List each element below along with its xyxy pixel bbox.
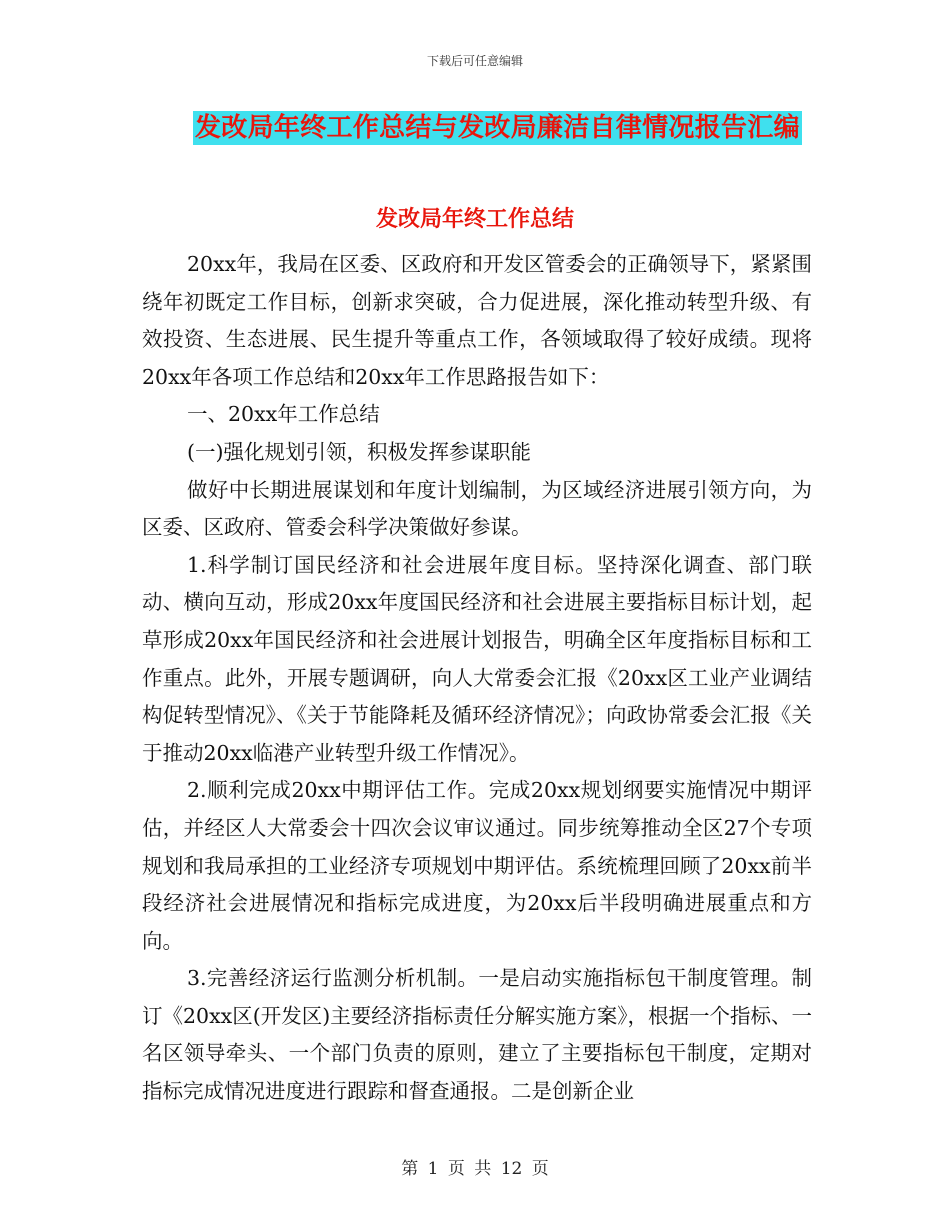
paragraph-planning: 做好中长期进展谋划和年度计划编制，为区域经济进展引领方向，为区委、区政府、管委会科学决策做好参谋。 <box>142 477 812 540</box>
document-title: 发改局年终工作总结与发改局廉洁自律情况报告汇编 <box>195 113 800 143</box>
heading-subsection-1: (一)强化规划引领，积极发挥参谋职能 <box>187 439 531 464</box>
page-footer: 第 1 页 共 12 页 <box>401 1159 549 1179</box>
paragraph-item-1: 1.科学制订国民经济和社会进展年度目标。坚持深化调查、部门联动、横向互动，形成20xx年度国民经济和社会进展主要指标目标计划，起草形成20xx年国民经济和社会进展计划报告，明确全区年度指标目标和工作重点。此外，开展专题调研，向人大常委会汇报《20xx区工业产业调结构促转型情况》、《关于节能降耗及循环经济情况》；向政协常委会汇报《关于推动20xx临港产业转型升级工作情况》。 <box>142 552 812 765</box>
header-note: 下载后可任意编辑 <box>426 54 523 68</box>
heading-section-1: 一、20xx年工作总结 <box>187 402 380 427</box>
body-text <box>142 246 812 1111</box>
paragraph-item-3: 3.完善经济运行监测分析机制。一是启动实施指标包干制度管理。制订《20xx区(开发区)主要经济指标责任分解实施方案》，根据一个指标、一名区领导牵头、一个部门负责的原则，建立了主要指标包干制度，定期对指标完成情况进度进行跟踪和督查通报。二是创新企业 <box>142 966 812 1104</box>
paragraph-item-2: 2.顺利完成20xx中期评估工作。完成20xx规划纲要实施情况中期评估，并经区人大常委会十四次会议审议通过。同步统筹推动全区27个专项规划和我局承担的工业经济专项规划中期评估。系统梳理回顾了20xx前半段经济社会进展情况和指标完成进度，为20xx后半段明确进展重点和方向。 <box>142 778 812 953</box>
paragraph-intro: 20xx年，我局在区委、区政府和开发区管委会的正确领导下，紧紧围绕年初既定工作目标，创新求突破，合力促进展，深化推动转型升级、有效投资、生态进展、民生提升等重点工作，各领域取得了较好成绩。现将20xx年各项工作总结和20xx年工作思路报告如下： <box>142 252 812 389</box>
section-title: 发改局年终工作总结 <box>375 206 574 232</box>
